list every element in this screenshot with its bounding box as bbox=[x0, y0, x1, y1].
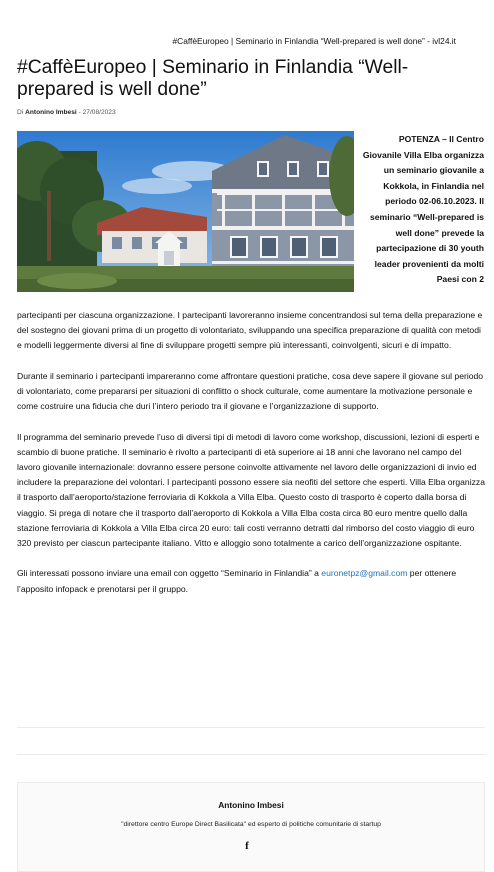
byline-author-link[interactable]: Antonino Imbesi bbox=[25, 109, 77, 116]
article-body bbox=[17, 308, 485, 612]
intro-lead-text: POTENZA – Il Centro Giovanile Villa Elba organizza un seminario giovanile a Kokkola, in Finlandia nel periodo 02-06.10.2023. Il seminario “Well-prepared is well done” prevede la partecipazione di 30 youth leader provenienti da molti Paesi con 2 bbox=[362, 134, 484, 285]
author-box-name[interactable]: Antonino Imbesi bbox=[218, 800, 284, 810]
tab-title-text: #CaffèEuropeo | Seminario in Finlandia “Well-prepared is well done” - ivl24.it bbox=[172, 36, 456, 46]
article-hero-image bbox=[17, 131, 354, 292]
paragraph-2: Durante il seminario i partecipanti impareranno come affrontare questioni pratiche, cosa deve sapere il giovane sul periodo di volontariato, come prepararsi per situazioni di conflitto o shock culturale, come aumentare la motivazione personale e come costruire una fiducia che duri l’intero periodo tra il giovane e l’organizzazione di supporto. bbox=[17, 370, 484, 412]
browser-tab-title bbox=[0, 36, 494, 50]
facebook-icon[interactable]: f bbox=[245, 840, 249, 852]
divider-bottom bbox=[17, 754, 485, 755]
paragraph-4-after: per ottenere l’apposito infopack e prenotarsi per il gruppo. bbox=[17, 568, 457, 594]
article-title: #CaffèEuropeo | Seminario in Finlandia “Well-prepared is well done” bbox=[17, 57, 409, 100]
paragraph-4 bbox=[17, 566, 485, 596]
author-box-bio: "direttore centro Europe Direct Basilicata" ed esperto di politiche comunitarie di startup bbox=[121, 821, 381, 828]
byline-separator: - bbox=[78, 109, 81, 116]
divider-top bbox=[17, 727, 485, 728]
paragraph-4-before: Gli interessati possono inviare una email con oggetto “Seminario in Finlandia” a bbox=[17, 568, 319, 579]
intro-column bbox=[362, 132, 484, 288]
byline-date: 27/08/2023 bbox=[82, 109, 116, 116]
paragraph-1-continued: partecipanti per ciascuna organizzazione. I partecipanti lavoreranno insieme concentrandosi sul tema della preparazione e del sostegno dei giovani prima di un progetto di volontariato, sviluppando una specifica preparazione di qualità con metodi e modelli leggermente diversi al fine di sviluppare progetti sempre più interessanti, coinvolgenti, sicuri e di impatto. bbox=[17, 310, 483, 351]
byline-prefix: Di bbox=[17, 109, 24, 116]
villa-elba-photo bbox=[17, 131, 354, 292]
contact-email-link[interactable]: euronetpz@gmail.com bbox=[321, 568, 408, 579]
paragraph-3: Il programma del seminario prevede l’uso di diversi tipi di metodi di lavoro come workshop, discussioni, lezioni di esperti e scambio di buone pratiche. Il seminario è rivolto a partecipanti di età superiore ai 18 anni che lavorano nel campo del lavoro giovanile internazionale: dovranno essere persone coinvolte attivamente nel lavoro delle organizzazioni di invio ed includere la preparazione dei volontari. I partecipanti possono essere sia neofiti del settore che esperti. Villa Elba organizza il trasporto dall’aeroporto/stazione ferroviaria di Kokkola a Villa Elba. Questo costo di trasporto è coperto dalla borsa di viaggio. Si prega di notare che il trasporto dall’aeroporto di Kokkola a Villa Elba costa circa 80 euro mentre quello dalla stazione ferroviaria di Kokkola a Villa Elba circa 20 euro: tali costi verranno detratti dal rimborso del costo viaggio di euro 320 previsto per ciascun partecipante italiano. Vitto e alloggio sono totalmente a carico dell’organizzazione ospitante. bbox=[17, 431, 485, 549]
article-byline bbox=[17, 109, 116, 116]
